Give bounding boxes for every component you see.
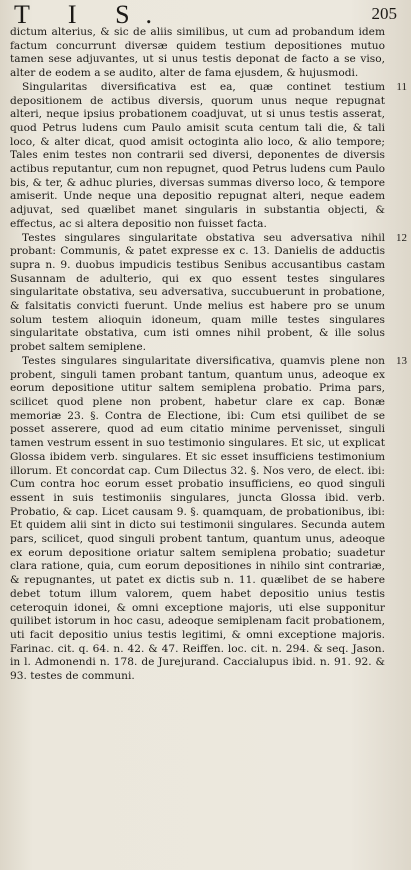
paragraph-11 bbox=[10, 80, 407, 232]
margin-number: 12 bbox=[396, 231, 407, 244]
paragraph-13 bbox=[10, 354, 407, 684]
page-header bbox=[10, 0, 403, 29]
paragraph-text: Testes singulares singularitate diversificativa, quamvis plene non probent, singuli tamen probant tantum, quantum unus, adeoque ex eorum depositione utitur saltem semiplena probatio. Prima pars, scilicet quod plene non probent, habetur clare ex cap. Bonæ memoriæ 23. §. Contra de Electione, ibi: Cum etsi quilibet de se posset asserere, quod ad eum citatio minime pervenisset, singuli tamen vestrum essent in suo testimonio singulares. Et sic, ut explicat Glossa ibidem verb. singulares. Et sic esset insufficiens testimonium illorum. Et concordat cap. Cum Dilectus 32. §. Nos vero, de elect. ibi: Cum contra hoc eorum esset probatio insufficiens, eo quod singuli essent in suis testimoniis singulares, juncta Glossa ibid. verb. Probatio, & cap. Licet causam 9. §. quamquam, de probationibus, ibi: Et quidem alii sint in dicto sui testimonii singulares. Secunda autem pars, scilicet, quod singuli probent tantum, quantum unus, adeoque ex eorum depositione oriatur saltem semiplena probatio; suadetur clara ratione, quia, cum eorum depositiones in nihilo sint contrariæ, & repugnantes, ut patet ex dictis sub n. 11. quælibet de se habere debet totum illum valorem, quem habet depositio unius testis ceteroquin idonei, & omni exceptione majoris, uti else supponitur quilibet istorum in hoc casu, adeoque semiplenam facit probationem, uti facit depositio unius testis legitimi, & omni exceptione majoris. Farinac. cit. q. 64. n. 42. & 47. Reiffen. loc. cit. n. 294. & seq. Jason. in l. Admonendi n. 178. de Jurejurand. Caccialupus ibid. n. 91. 92. & 93. testes de communi. bbox=[10, 354, 385, 683]
paragraph-12 bbox=[10, 231, 407, 355]
running-head: T I S. bbox=[14, 0, 169, 29]
paragraph-text: Testes singulares singularitate obstativa seu adversativa nihil probant: Communis, & patet expresse ex c. 13. Danielis de adductis supra n. 9. duobus impudicis testibus Senibus accusantibus castam Susannam de adulterio, qui ex quo essent testes singulares singularitate obstativa, seu adversativa, succubuerunt in probatione, & falsitatis convicti fuerunt. Unde melius est habere pro se unum solum testem alioquin idoneum, quam mille testes singulares singularitate obstativa, cum isti omnes nihil probent, & ille solus probet saltem semiplene. bbox=[10, 231, 385, 354]
paragraph-text: Singularitas diversificativa est ea, quæ continet testium depositionem de actibus diversis, quorum unus neque repugnat alteri, neque ipsius probationem coadjuvat, ut si unus testis asserat, quod Petrus ludens cum Paulo amisit scuta centum tali die, & tali loco, & alter dicat, quod amisit octoginta alio loco, & alio tempore; Tales enim testes non contrarii sed diversi, deponentes de diversis actibus reputantur, cum non repugnet, quod Petrus ludens cum Paulo bis, & ter, & adhuc pluries, diversas summas diverso loco, & tempore amiserit. Unde neque una depositio repugnat alteri, neque eadem adjuvat, sed quælibet manet singularis in substantia objecti, & effectus, ac si altera depositio non fuisset facta. bbox=[10, 80, 385, 230]
margin-number: 13 bbox=[396, 354, 407, 367]
page-number: 205 bbox=[371, 4, 397, 23]
paragraph-continuation bbox=[10, 26, 403, 81]
margin-number: 11 bbox=[396, 80, 407, 93]
paragraph-text: dictum alterius, & sic de aliis similibus, ut cum ad probandum idem factum concurrunt diversæ quidem testium depositiones mutuo tamen sese adjuvantes, ut si unus testis deponat de facto a se viso, alter de eodem a se audito, alter de fama ejusdem, & hujusmodi. bbox=[10, 26, 385, 80]
body-text bbox=[10, 26, 407, 684]
